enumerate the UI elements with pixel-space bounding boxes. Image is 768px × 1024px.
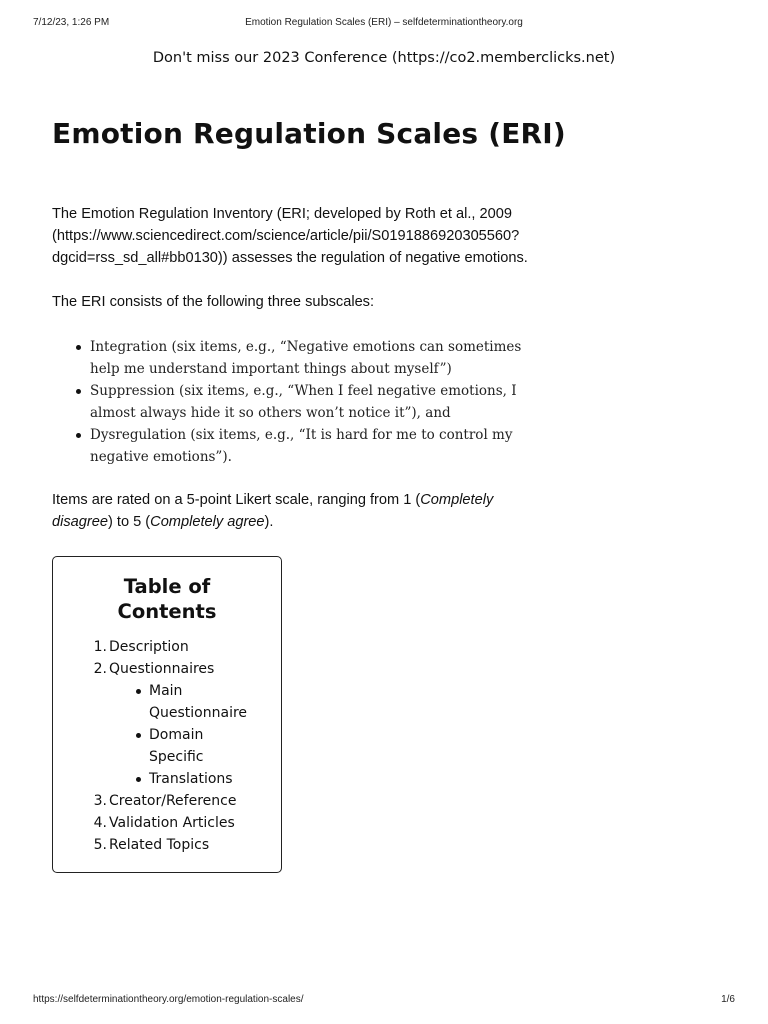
subscale-item-line: almost always hide it so others won’t notice it”), and [90,405,451,421]
rating-text: Items are rated on a 5-point Likert scale, ranging from 1 ( [52,492,421,508]
anchor-low-b: disagree [52,514,108,530]
subscale-item-dysregulation [90,424,590,468]
toc-link-questionnaires[interactable]: Questionnaires [109,661,215,677]
toc-link-validation-articles[interactable]: Validation Articles [109,815,235,831]
toc-item-related-topics [93,834,259,856]
subscale-item-line: Dysregulation (six items, e.g., “It is hard for me to control my [90,427,513,443]
toc-subitem-line: Questionnaire [149,705,248,721]
toc-link-translations[interactable]: Translations [149,771,233,787]
toc-subitem-line: Domain [149,727,204,743]
toc-item-questionnaires [93,658,259,790]
toc-item-number: 5. [93,837,107,853]
toc-link-description[interactable]: Description [109,639,189,655]
print-url: https://selfdeterminationtheory.org/emotion-regulation-scales/ [33,994,304,1005]
print-document-title: Emotion Regulation Scales (ERI) – selfdeterminationtheory.org [245,17,523,28]
roth-article-link[interactable] [52,228,528,266]
toc-title-line-2: Contents [117,600,217,623]
toc-list [93,636,259,856]
toc-item-number: 4. [93,815,107,831]
subscale-list [52,336,590,468]
toc-subitem-domain-specific [149,724,259,768]
rating-scale-paragraph [52,489,552,533]
toc-title-line-1: Table of [123,575,211,598]
page-number: 1/6 [721,994,735,1005]
toc-title [53,574,281,624]
toc-item-number: 1. [93,639,107,655]
toc-item-number: 3. [93,793,107,809]
toc-subitem-translations [149,768,259,790]
toc-item-creator-reference [93,790,259,812]
intro-link-line-2: dgcid=rss_sd_all#bb0130)) assesses the regulation of negative emotions. [52,250,528,266]
toc-link-main-questionnaire[interactable] [149,683,247,721]
toc-subitem-line: Main [149,683,183,699]
page-title: Emotion Regulation Scales (ERI) [52,117,566,150]
anchor-high: Completely agree [150,514,265,530]
toc-subitem-main-questionnaire [149,680,259,724]
intro-paragraph [52,203,592,269]
print-footer [33,994,735,1008]
conference-banner [0,50,768,66]
rating-text: ). [264,514,274,530]
toc-link-related-topics[interactable]: Related Topics [109,837,210,853]
anchor-low-a: Completely [420,492,494,508]
table-of-contents [52,556,282,873]
subscale-item-line: negative emotions”). [90,449,232,465]
subscale-item-line: Suppression (six items, e.g., “When I feel negative emotions, I [90,383,517,399]
toc-link-creator-reference[interactable]: Creator/Reference [109,793,237,809]
subscales-lead: The ERI consists of the following three subscales: [52,294,375,310]
subscale-item-integration [90,336,590,380]
toc-link-domain-specific[interactable] [149,727,204,765]
toc-subitem-line: Specific [149,749,204,765]
toc-item-number: 2. [93,661,107,677]
intro-line-1: The Emotion Regulation Inventory (ERI; developed by Roth et al., 2009 [52,206,512,222]
intro-link-line-1: (https://www.sciencedirect.com/science/article/pii/S0191886920305560? [52,228,520,244]
subscale-item-suppression [90,380,590,424]
rating-text: ) to 5 ( [107,514,151,530]
conference-banner-link[interactable]: Don't miss our 2023 Conference (https://co2.memberclicks.net) [152,50,616,66]
subscale-item-line: help me understand important things about myself”) [90,361,452,377]
print-date: 7/12/23, 1:26 PM [33,17,110,28]
print-header [33,17,735,31]
toc-item-description [93,636,259,658]
toc-sublist [109,680,259,790]
subscale-item-line: Integration (six items, e.g., “Negative emotions can sometimes [90,339,522,355]
toc-item-validation-articles [93,812,259,834]
